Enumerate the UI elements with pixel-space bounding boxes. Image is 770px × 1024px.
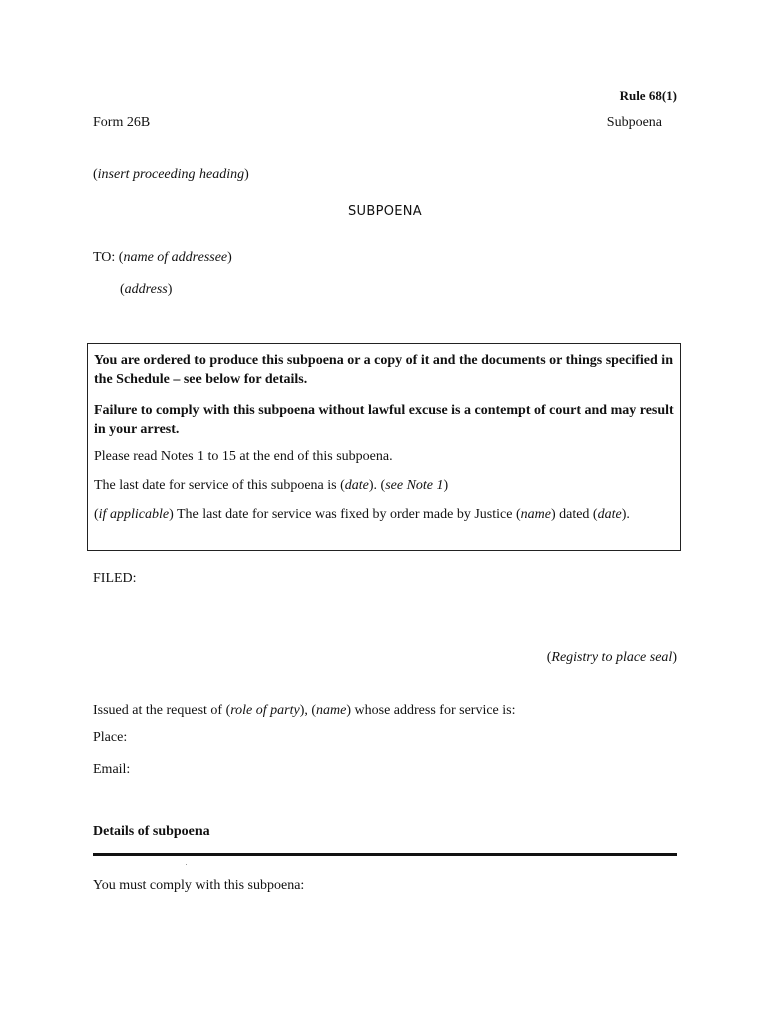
paren-open: (	[546, 650, 552, 665]
paren-close: )	[167, 282, 173, 297]
details-heading: Details of subpoena	[93, 824, 210, 839]
name-italic: name	[316, 703, 347, 718]
issued-suffix: ) whose address for service is:	[346, 703, 516, 718]
address-line	[120, 281, 172, 299]
addressee-line	[93, 249, 232, 267]
issued-prefix: Issued at the request of (	[93, 703, 231, 718]
contempt-warning: Failure to comply with this subpoena without lawful excuse is a contempt of court and may result in your arrest.	[94, 403, 674, 437]
section-divider	[93, 853, 677, 856]
paren-close: )	[672, 650, 677, 665]
place-label: Place:	[93, 730, 128, 745]
last-date-middle: ). (	[368, 478, 386, 493]
seal-italic: Registry to place seal	[551, 650, 673, 665]
to-prefix: TO: (	[93, 250, 124, 265]
if-applicable-italic: if applicable	[98, 507, 170, 522]
fixed-open: (	[94, 507, 99, 522]
notice-box	[87, 343, 681, 551]
order-date-italic: date	[597, 507, 622, 522]
last-date-suffix: )	[443, 478, 449, 493]
paren-close: )	[244, 167, 249, 182]
notes-instruction: Please read Notes 1 to 15 at the end of this subpoena.	[94, 449, 393, 464]
address-italic: address	[124, 282, 168, 297]
order-notice: You are ordered to produce this subpoena or a copy of it and the documents or things specified in the Schedule – see below for details.	[94, 353, 673, 387]
document-title: SUBPOENA	[348, 204, 422, 219]
fixed-text-2: ) dated (	[550, 507, 598, 522]
paren-open: (	[120, 282, 125, 297]
role-italic: role of party	[230, 703, 300, 718]
fixed-date-line	[94, 505, 674, 524]
seal-placeholder	[547, 649, 677, 667]
comply-instruction: You must comply with this subpoena:	[93, 878, 305, 893]
last-date-line	[94, 476, 674, 495]
note-ref-italic: see Note 1	[385, 478, 444, 493]
issued-middle: ), (	[299, 703, 317, 718]
paren-open: (	[93, 167, 98, 182]
addressee-italic: name of addressee	[123, 250, 228, 265]
proceeding-heading-italic: insert proceeding heading	[97, 167, 245, 182]
to-suffix: )	[227, 250, 232, 265]
scan-speck	[186, 864, 187, 865]
email-label: Email:	[93, 762, 131, 777]
last-date-prefix: The last date for service of this subpoena is (	[94, 478, 345, 493]
justice-name-italic: name	[520, 507, 551, 522]
fixed-end: ).	[621, 507, 630, 522]
filed-label: FILED:	[93, 571, 137, 586]
issued-request-line	[93, 702, 516, 720]
rule-reference: Rule 68(1)	[619, 88, 677, 103]
fixed-text-1: ) The last date for service was fixed by order made by Justice (	[169, 507, 521, 522]
proceeding-heading-placeholder	[93, 166, 249, 184]
last-date-italic: date	[344, 478, 369, 493]
form-name: Subpoena	[606, 115, 662, 130]
form-number: Form 26B	[93, 115, 151, 130]
